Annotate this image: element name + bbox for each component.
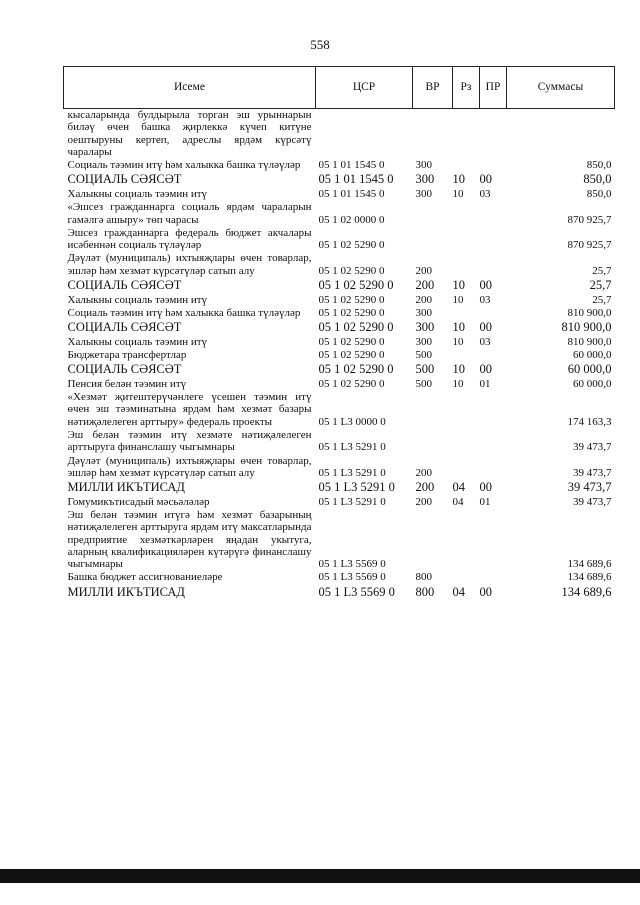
cell-vr <box>413 508 453 570</box>
table-row <box>64 277 615 293</box>
table-row <box>64 348 615 361</box>
header-vr: ВР <box>413 67 453 109</box>
cell-name: кысаларында булдырыла торган эш урыннарын биләү өчен башка җирлеккә күчеп китүне оештыруны кертеп, адреслы ярдәм күрсәтү чаралары <box>67 109 312 158</box>
cell-rz: 10 <box>452 172 465 187</box>
cell-name: «Хезмәт җитештерүчәнлеге үсешен тәэмин итү өчен эш тәэминатына ярдәм һәм хезмәт базары нәтиҗәлелеген арттыру» федераль проекты <box>67 391 312 428</box>
cell-csr <box>316 109 413 159</box>
cell-sum: 39 473,7 <box>573 466 612 479</box>
table-row <box>64 171 615 187</box>
cell-rz: 10 <box>452 293 464 306</box>
cell-rz: 10 <box>452 320 465 335</box>
cell-csr: 05 1 02 5290 0 <box>318 239 385 252</box>
table-row <box>64 200 615 226</box>
cell-vr: 200 <box>415 466 432 479</box>
cell-csr: 05 1 02 5290 0 <box>318 335 385 348</box>
table-row <box>64 319 615 335</box>
cell-sum: 810 900,0 <box>561 320 612 335</box>
table-row <box>64 495 615 508</box>
cell-name: Башка бюджет ассигнованиеләре <box>67 571 223 584</box>
table-row <box>64 428 615 454</box>
cell-pr <box>480 226 507 252</box>
cell-pr <box>480 348 507 361</box>
table-row <box>64 293 615 306</box>
cell-name: Гомумикътисадый мәсьәләләр <box>67 495 210 508</box>
cell-vr: 200 <box>415 264 432 277</box>
cell-pr: 00 <box>479 320 492 335</box>
cell-vr: 500 <box>415 362 435 377</box>
cell-csr: 05 1 02 5290 0 <box>318 377 385 390</box>
cell-rz: 10 <box>452 278 465 293</box>
cell-name: Социаль тәэмин итү һәм халыкка башка түләүләр <box>67 306 301 319</box>
cell-rz: 10 <box>452 362 465 377</box>
cell-vr: 300 <box>415 159 432 172</box>
cell-sum: 39 473,7 <box>573 441 612 454</box>
header-sum: Суммасы <box>507 67 615 109</box>
cell-rz: 10 <box>452 187 464 200</box>
cell-pr: 01 <box>479 377 491 390</box>
cell-vr <box>413 428 453 454</box>
cell-sum: 174 163,3 <box>567 415 612 428</box>
table-row <box>64 390 615 428</box>
budget-table <box>63 66 615 599</box>
cell-rz: 04 <box>452 480 465 495</box>
cell-csr: 05 1 02 5290 0 <box>318 306 385 319</box>
cell-csr: 05 1 L3 5291 0 <box>318 441 386 454</box>
header-csr: ЦСР <box>316 67 413 109</box>
table-row <box>64 109 615 159</box>
table-row <box>64 187 615 200</box>
cell-sum: 60 000,0 <box>573 348 612 361</box>
cell-csr: 05 1 02 5290 0 <box>318 362 394 377</box>
cell-pr <box>480 570 507 583</box>
cell-rz <box>453 508 480 570</box>
cell-vr: 300 <box>415 187 432 200</box>
table-row <box>64 377 615 390</box>
cell-pr <box>480 306 507 319</box>
cell-rz <box>453 390 480 428</box>
cell-vr <box>413 109 453 159</box>
cell-vr: 200 <box>415 480 435 495</box>
cell-csr: 05 1 L3 5569 0 <box>318 584 395 599</box>
table-row <box>64 570 615 583</box>
table-row <box>64 335 615 348</box>
cell-vr: 500 <box>415 377 432 390</box>
cell-csr: 05 1 02 5290 0 <box>318 278 394 293</box>
cell-name: МИЛЛИ ИКЪТИСАД <box>67 584 185 599</box>
cell-csr: 05 1 02 0000 0 <box>318 213 385 226</box>
cell-csr: 05 1 02 5290 0 <box>318 348 385 361</box>
cell-csr: 05 1 L3 0000 0 <box>318 415 386 428</box>
cell-pr: 03 <box>479 335 491 348</box>
cell-sum <box>507 109 615 159</box>
cell-vr: 200 <box>415 495 432 508</box>
cell-rz: 04 <box>452 495 464 508</box>
cell-name: Эш белән тәэмин итү хезмәте нәтиҗәлелеген арттыруга финанслашу чыгымнары <box>67 428 312 454</box>
cell-sum: 25,7 <box>592 264 612 277</box>
cell-pr <box>480 428 507 454</box>
cell-name: Халыкны социаль тәэмин итү <box>67 187 208 200</box>
cell-csr: 05 1 01 1545 0 <box>318 172 394 187</box>
cell-name: Социаль тәэмин итү һәм халыкка башка түләүләр <box>67 159 301 172</box>
cell-sum: 810 900,0 <box>567 306 612 319</box>
cell-rz: 04 <box>452 584 465 599</box>
cell-name: Дәүләт (муниципаль) ихтыяҗлары өчен товарлар, эшләр һәм хезмәт күрсәтүләр сатып алу <box>67 454 312 479</box>
cell-rz <box>453 306 480 319</box>
cell-vr: 300 <box>415 306 432 319</box>
cell-vr <box>413 390 453 428</box>
cell-pr <box>480 158 507 171</box>
cell-pr: 01 <box>479 495 491 508</box>
header-name: Исеме <box>64 67 316 109</box>
cell-csr: 05 1 L3 5291 0 <box>318 480 395 495</box>
header-pr: ПР <box>480 67 507 109</box>
page-number: 558 <box>310 37 330 52</box>
cell-csr: 05 1 L3 5291 0 <box>318 466 386 479</box>
cell-name: Дәүләт (муниципаль) ихтыяҗлары өчен товарлар, эшләр һәм хезмәт күрсәтүләр сатып алу <box>67 252 312 277</box>
cell-csr: 05 1 L3 5569 0 <box>318 571 386 584</box>
cell-rz <box>453 158 480 171</box>
cell-csr: 05 1 02 5290 0 <box>318 320 394 335</box>
cell-name: Эш белән тәэмин итүгә һәм хезмәт базарының нәтиҗәлелеген арттыруга ярдәм итү максатларында предприятие хезмәткәрләрен яңадан укытуга, аларның квалификацияләрен күтәрүгә финанслашу чыгымнары <box>67 508 312 571</box>
cell-name: СОЦИАЛЬ СӘЯСӘТ <box>67 278 182 293</box>
table-row <box>64 361 615 377</box>
cell-rz <box>453 251 480 277</box>
cell-sum: 870 925,7 <box>567 213 612 226</box>
cell-csr: 05 1 01 1545 0 <box>318 159 385 172</box>
cell-csr: 05 1 L3 5569 0 <box>318 558 386 571</box>
cell-rz <box>453 226 480 252</box>
cell-sum: 810 900,0 <box>567 335 612 348</box>
cell-pr <box>480 251 507 277</box>
cell-sum: 134 689,6 <box>561 584 612 599</box>
cell-pr <box>480 109 507 159</box>
cell-rz <box>453 428 480 454</box>
table-row <box>64 226 615 252</box>
table-row <box>64 584 615 600</box>
cell-pr: 03 <box>479 293 491 306</box>
table-row <box>64 158 615 171</box>
cell-pr <box>480 508 507 570</box>
cell-pr: 00 <box>479 584 492 599</box>
cell-pr: 03 <box>479 187 491 200</box>
cell-sum: 39 473,7 <box>573 495 612 508</box>
table-row <box>64 508 615 570</box>
cell-name: СОЦИАЛЬ СӘЯСӘТ <box>67 172 182 187</box>
table-row <box>64 454 615 480</box>
table-row <box>64 306 615 319</box>
cell-vr: 200 <box>415 293 432 306</box>
cell-pr <box>480 200 507 226</box>
cell-pr: 00 <box>479 362 492 377</box>
cell-vr: 200 <box>415 278 435 293</box>
cell-sum: 850,0 <box>586 187 612 200</box>
cell-rz: 10 <box>452 335 464 348</box>
cell-pr <box>480 390 507 428</box>
cell-sum: 60 000,0 <box>573 377 612 390</box>
cell-csr: 05 1 02 5290 0 <box>318 264 385 277</box>
cell-vr: 500 <box>415 348 432 361</box>
cell-name: Бюджетара трансфертлар <box>67 348 187 361</box>
cell-name: Халыкны социаль тәэмин итү <box>67 335 208 348</box>
table-body <box>64 109 615 600</box>
cell-vr: 300 <box>415 172 435 187</box>
cell-pr: 00 <box>479 278 492 293</box>
table-row <box>64 479 615 495</box>
cell-sum: 25,7 <box>589 278 612 293</box>
cell-sum: 850,0 <box>586 159 612 172</box>
header-rz: Рз <box>453 67 480 109</box>
cell-rz <box>453 570 480 583</box>
cell-name: Халыкны социаль тәэмин итү <box>67 293 208 306</box>
cell-rz <box>453 454 480 480</box>
table-header-row <box>64 67 615 109</box>
cell-sum: 60 000,0 <box>567 362 612 377</box>
cell-name: Пенсия белән тәэмин итү <box>67 377 187 390</box>
cell-name: МИЛЛИ ИКЪТИСАД <box>67 480 185 495</box>
cell-name: СОЦИАЛЬ СӘЯСӘТ <box>67 320 182 335</box>
cell-sum: 25,7 <box>592 293 612 306</box>
cell-name: СОЦИАЛЬ СӘЯСӘТ <box>67 362 182 377</box>
cell-pr <box>480 454 507 480</box>
cell-csr: 05 1 01 1545 0 <box>318 187 385 200</box>
cell-name: «Эшсез гражданнарга социаль ярдәм чараларын гамәлгә ашыру» төп чарасы <box>67 201 312 226</box>
cell-rz: 10 <box>452 377 464 390</box>
cell-vr <box>413 200 453 226</box>
cell-sum: 134 689,6 <box>567 571 612 584</box>
cell-sum: 870 925,7 <box>567 239 612 252</box>
cell-vr: 300 <box>415 335 432 348</box>
table-row <box>64 251 615 277</box>
cell-rz <box>453 348 480 361</box>
cell-vr: 800 <box>415 584 435 599</box>
cell-name: Эшсез гражданнарга федераль бюджет акчалары исәбеннән социаль түләүләр <box>67 226 312 252</box>
cell-vr <box>413 226 453 252</box>
cell-sum: 850,0 <box>583 172 612 187</box>
cell-sum: 134 689,6 <box>567 558 612 571</box>
cell-sum: 39 473,7 <box>567 480 612 495</box>
cell-rz <box>453 109 480 159</box>
cell-vr: 800 <box>415 571 432 584</box>
scan-bottom-bar <box>0 869 640 883</box>
cell-csr: 05 1 L3 5291 0 <box>318 495 386 508</box>
cell-pr: 00 <box>479 480 492 495</box>
cell-csr: 05 1 02 5290 0 <box>318 293 385 306</box>
cell-vr: 300 <box>415 320 435 335</box>
cell-rz <box>453 200 480 226</box>
cell-pr: 00 <box>479 172 492 187</box>
